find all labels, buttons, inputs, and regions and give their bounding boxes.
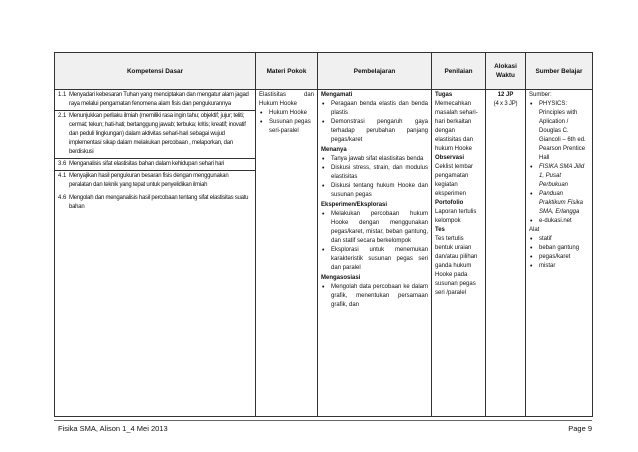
alat-list <box>529 235 589 271</box>
alat-title: Alat <box>529 227 540 233</box>
pembelajaran-list <box>321 210 428 273</box>
header-row <box>55 53 593 90</box>
kd-item <box>55 193 255 213</box>
kd-number: 3.6 <box>58 161 67 167</box>
pembelajaran-item: • Peragaan benda elastis dan benda plastis <box>321 100 428 118</box>
sumber-title: Sumber: <box>529 92 552 98</box>
header-sumber-belajar: Sumber Belajar <box>526 53 593 90</box>
content-row <box>55 90 593 417</box>
pembelajaran-content <box>318 90 431 311</box>
header-alokasi-waktu: Alokasi Waktu <box>486 53 526 90</box>
materi-intro: Elastisitas dan Hukum Hooke <box>259 92 314 107</box>
header-kompetensi-dasar: Kompetensi Dasar <box>55 53 256 90</box>
pembelajaran-list <box>321 100 428 145</box>
pembelajaran-list <box>321 155 428 200</box>
alokasi-jp: 12 JP <box>497 92 514 98</box>
alokasi-detail: (4 x 3 JP) <box>493 101 518 107</box>
penilaian-heading: Tugas <box>435 92 453 98</box>
sumber-cell <box>526 90 593 417</box>
pembelajaran-list <box>321 283 428 310</box>
alat-item: • beban gantung <box>529 244 589 253</box>
alokasi-content <box>486 90 525 110</box>
pembelajaran-item: • Demonstrasi pengaruh gaya terhadap perubahan panjang pegas/karet <box>321 118 428 145</box>
alokasi-cell <box>486 90 526 417</box>
alat-item: • pegas/karet <box>529 253 589 262</box>
penilaian-heading: Tes <box>435 227 445 233</box>
kd-text: Menyajikan hasil pengukuran besaran fisis dengan menggunakan peralatan dan teknik yang tepat untuk penyelidikan ilmiah <box>69 173 229 188</box>
pembelajaran-item: • Eksplorasi untuk menemukan karakteristik susunan pegas seri dan paralel <box>321 246 428 273</box>
alat-item: • statif <box>529 235 589 244</box>
materi-item: • Hukum Hooke <box>259 109 314 118</box>
footer-divider <box>54 420 592 421</box>
materi-list <box>259 109 314 136</box>
penilaian-heading: Portofolio <box>435 200 464 206</box>
syllabus-table <box>54 52 593 417</box>
kd-text: Mengolah dan menganalisis hasil percobaan tentang sifat elastisitas suatu bahan <box>69 195 249 210</box>
kd-number: 4.1 <box>58 173 67 179</box>
penilaian-text: Ceklist lembar pengamatan kegiatan eksperimen <box>435 164 474 197</box>
pembelajaran-item: • Tanya jawab sifat elastisitas benda <box>321 155 428 164</box>
sumber-list <box>529 100 589 226</box>
header-penilaian: Penilaian <box>432 53 486 90</box>
penilaian-text: Memecahkan masalah sehari-hari berkaitan dengan elastisitas dan hukum Hooke <box>435 101 478 152</box>
sumber-item: • FISIKA SMA Jilid 1, Pusat Perbukuan <box>529 163 589 190</box>
kd-text: Menunjukkan perilaku ilmiah (memiliki rasa ingin tahu; objektif; jujur; teliti; cermat; tekun; hati-hati; bertanggung jawab; terbuka; kritis; kreatif; inovatif dan peduli lingkungan) dalam aktivitas sehari-hari sebagai wujud implementasi sikap dalam melakukan percobaan , melaporkan, dan berdiskusi <box>69 113 246 155</box>
footer-page-number: Page 9 <box>568 424 592 433</box>
kd-cell <box>55 90 256 417</box>
materi-content <box>256 90 317 137</box>
materi-item: • Susunan pegas seri-paralel <box>259 118 314 136</box>
kd-item <box>55 110 255 158</box>
pembelajaran-cell <box>318 90 432 417</box>
pembelajaran-heading: Mengasosiasi <box>321 275 361 281</box>
penilaian-content <box>432 90 485 299</box>
footer-doc-label: Fisika SMA, Alison 1_4 Mei 2013 <box>58 424 168 433</box>
penilaian-cell <box>432 90 486 417</box>
kd-number: 2.1 <box>58 113 67 119</box>
kd-item <box>55 90 255 110</box>
penilaian-heading: Observasi <box>435 155 465 161</box>
sumber-item: • PHYSICS: Principles with Aplication / Douglas C. Giancoli – 6th ed. Pearson Prentice Hall <box>529 100 589 163</box>
header-materi-pokok: Materi Pokok <box>256 53 318 90</box>
pembelajaran-heading: Menanya <box>321 147 347 153</box>
penilaian-text: Tes tertulis bentuk uraian dan/atau pilihan ganda hukum Hooke pada susunan pegas seri /paralel <box>435 236 478 296</box>
kd-item <box>55 158 255 170</box>
pembelajaran-item: • Diskusi stress, strain, dan modulus elastisitas <box>321 164 428 182</box>
kd-item <box>55 170 255 191</box>
pembelajaran-item: • Mengolah data percobaan ke dalam grafik, menentukan persamaan grafik, dan <box>321 283 428 310</box>
sumber-item: • Panduan Praktikum Fisika SMA, Erlangga <box>529 190 589 217</box>
pembelajaran-item: • Melakukan percobaan hukum Hooke dengan menggunakan pegas/karet, mistar, beban gantung, dan statif secara berkelompok <box>321 210 428 246</box>
alat-item: • mistar <box>529 262 589 271</box>
sumber-item: • e-dukasi.net <box>529 217 589 226</box>
penilaian-text: Laporan tertulis kelompok <box>435 209 477 224</box>
kd-text: Menganalisis sifat elastisitas bahan dalam kehidupan sehari hari <box>69 161 225 167</box>
pembelajaran-item: • Diskusi tentang hukum Hooke dan susunan pegas <box>321 182 428 200</box>
kd-text: Menyadari kebesaran Tuhan yang menciptakan dan mengatur alam jagad raya melalui pengamatan fenomena alam fisis dan pengukurannya <box>69 92 249 107</box>
pembelajaran-heading: Mengamati <box>321 92 353 98</box>
pembelajaran-heading: Eksperimen/Eksplorasi <box>321 202 388 208</box>
kd-number: 4.6 <box>58 195 67 201</box>
sumber-content <box>526 90 592 272</box>
kd-number: 1.1 <box>58 92 67 98</box>
materi-cell <box>256 90 318 417</box>
header-pembelajaran: Pembelajaran <box>318 53 432 90</box>
